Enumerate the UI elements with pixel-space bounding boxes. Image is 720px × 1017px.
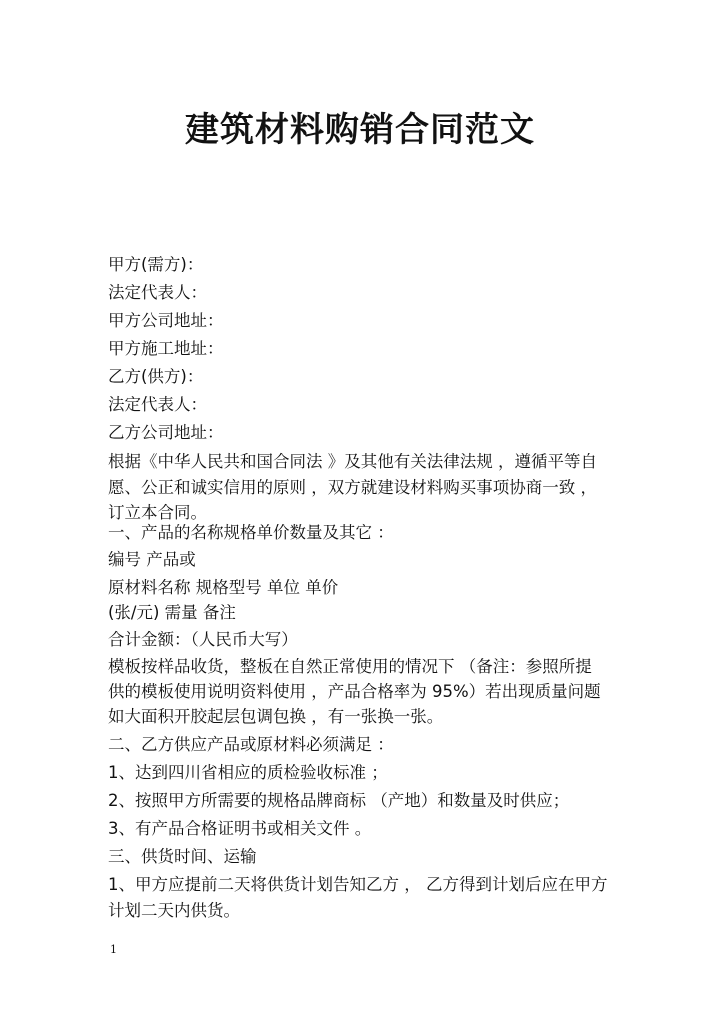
text-line: 供的模板使用说明资料使用 ，产品合格率为 95%）若出现质量问题 [108, 682, 601, 701]
text-line: 乙方(供方)： [108, 367, 204, 386]
text-line: 甲方施工地址： [108, 339, 224, 358]
page-number: 1 [110, 943, 117, 956]
text-line: 3、有产品合格证明书或相关文件 。 [108, 819, 372, 838]
document-title: 建筑材料购销合同范文 [185, 110, 535, 150]
text-line: 1、达到四川省相应的质检验收标准 ； [108, 763, 388, 782]
text-line: (张/元) 需量 备注 [108, 603, 236, 622]
text-line: 如大面积开胶起层包调包换 ，有一张换一张。 [108, 707, 444, 726]
text-line: 愿、公正和诚实信用的原则 ，双方就建设材料购买事项协商一致 ， [108, 478, 597, 497]
text-line: 计划二天内供货。 [108, 901, 240, 920]
text-line: 法定代表人： [108, 283, 207, 302]
text-line: 甲方公司地址： [108, 311, 224, 330]
text-line: 2、按照甲方所需要的规格品牌商标 （产地）和数量及时供应； [108, 791, 570, 810]
text-line: 乙方公司地址： [108, 423, 224, 442]
text-line: 模板按样品收货，整板在自然正常使用的情况下 （备注：参照所提 [108, 657, 592, 676]
text-line: 订立本合同。 [108, 503, 207, 522]
text-line: 1、甲方应提前二天将供货计划告知乙方 ， 乙方得到计划后应在甲方 [108, 875, 608, 894]
text-line: 合计金额：（人民币大写） [108, 630, 298, 649]
text-line: 根据《中华人民共和国合同法 》及其他有关法律法规 ，遵循平等自 [108, 452, 597, 471]
text-line: 二、乙方供应产品或原材料必须满足 ： [108, 735, 394, 754]
text-line: 甲方(需方)： [108, 255, 204, 274]
text-line: 原材料名称 规格型号 单位 单价 [108, 578, 339, 597]
text-line: 法定代表人： [108, 395, 207, 414]
text-line: 编号 产品或 [108, 550, 196, 569]
text-line: 一、产品的名称规格单价数量及其它 ： [108, 523, 394, 542]
text-line: 三、供货时间、运输 [108, 847, 257, 866]
